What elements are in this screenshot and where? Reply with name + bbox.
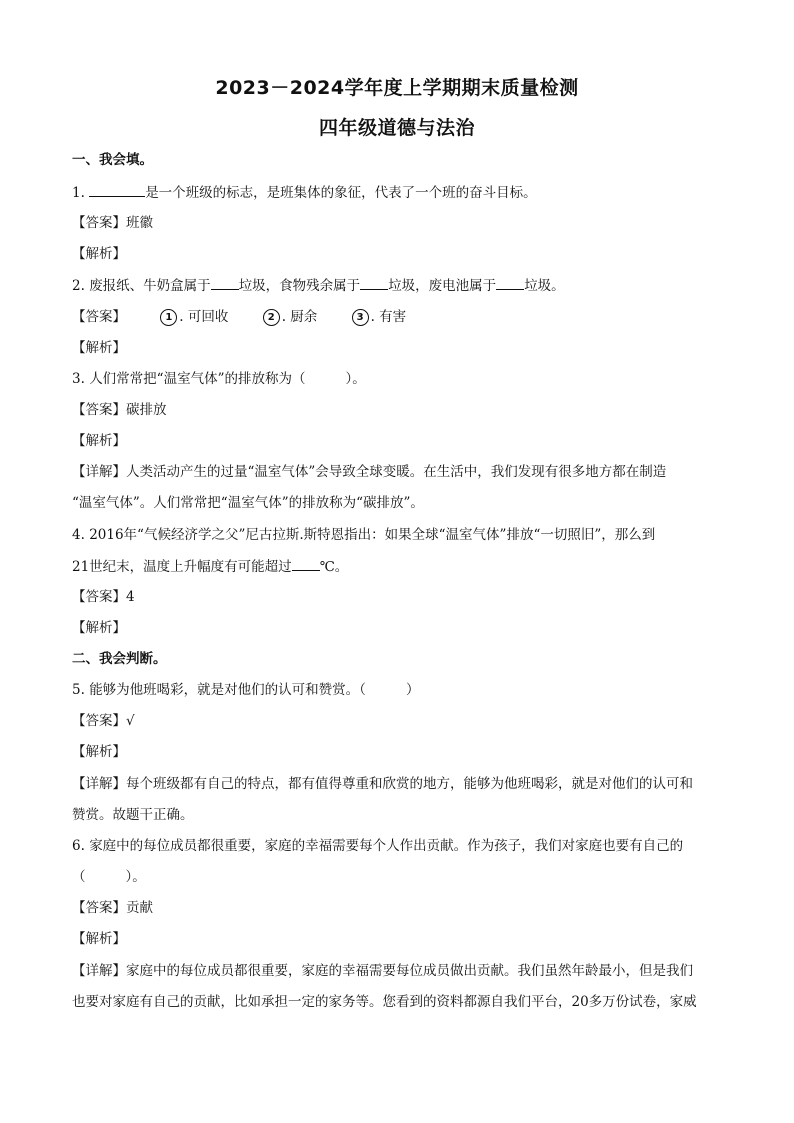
question-text: 人们常常把“温室气体”的排放称为（ — [89, 371, 306, 387]
question-4 — [72, 525, 732, 545]
fill-blank — [211, 275, 239, 290]
analysis-row — [72, 929, 732, 949]
question-number: 1. — [72, 185, 85, 201]
option-text: . 可回收 — [179, 309, 229, 325]
detail-row — [72, 961, 732, 981]
question-2 — [72, 275, 732, 296]
answer-value: √ — [126, 713, 135, 729]
question-text: ）。 — [125, 869, 146, 885]
question-text: 2016年“气候经济学之父”尼古拉斯.斯特恩指出：如果全球“温室气体”排放“一切照旧”，那么到 — [89, 527, 656, 543]
question-3 — [72, 369, 732, 389]
answer-label: 【答案】 — [72, 215, 126, 231]
option-text: . 有害 — [370, 309, 407, 325]
detail-label: 【详解】 — [72, 963, 126, 979]
fill-blank — [360, 275, 388, 290]
question-text: ℃。 — [319, 559, 349, 575]
answer-row — [72, 587, 732, 607]
answer-option-3 — [352, 307, 407, 327]
question-number: 5. — [72, 682, 85, 698]
question-4-continuation — [72, 556, 732, 577]
question-text: 垃圾，食物残余属于 — [238, 278, 361, 294]
question-number: 3. — [72, 371, 85, 387]
question-number: 6. — [72, 838, 85, 854]
answer-row — [72, 711, 732, 731]
question-6 — [72, 836, 732, 856]
answer-option-1 — [160, 307, 228, 327]
circled-number: 3 — [352, 309, 369, 326]
question-number: 2. — [72, 278, 85, 294]
detail-continuation: 赞赏。故题干正确。 — [72, 807, 194, 823]
answer-row — [72, 898, 732, 918]
answer-row — [72, 307, 732, 327]
exam-subtitle: 四年级道德与法治 — [318, 117, 475, 139]
fill-blank — [496, 275, 524, 290]
circled-number: 1 — [160, 309, 177, 326]
answer-label: 【答案】 — [72, 309, 126, 325]
question-5 — [72, 680, 732, 700]
analysis-label: 【解析】 — [72, 620, 126, 636]
question-text: 垃圾。 — [524, 278, 565, 294]
circled-number: 2 — [263, 309, 280, 326]
answer-row — [72, 400, 732, 420]
answer-label: 【答案】 — [72, 589, 126, 605]
section-heading: 二、我会判断。 — [72, 651, 167, 667]
question-text: 废报纸、牛奶盒属于 — [89, 278, 211, 294]
question-number: 4. — [72, 527, 85, 543]
analysis-label: 【解析】 — [72, 246, 126, 262]
detail-label: 【详解】 — [72, 776, 126, 792]
question-6-continuation — [72, 867, 732, 887]
analysis-row — [72, 338, 732, 358]
question-text: 是一个班级的标志，是班集体的象征，代表了一个班的奋斗目标。 — [145, 185, 537, 201]
detail-text: 每个班级都有自己的特点，都有值得尊重和欣赏的地方，能够为他班喝彩，就是对他们的认可和 — [126, 776, 693, 792]
answer-label: 【答案】 — [72, 900, 126, 916]
question-text: 能够为他班喝彩，就是对他们的认可和赞赏。（ — [89, 682, 366, 698]
detail-continuation: 也要对家庭有自己的贡献，比如承担一定的家务等。您看到的资料都源自我们平台，20多万份试卷，家威 — [72, 994, 697, 1010]
detail-label: 【详解】 — [72, 464, 126, 480]
answer-row — [72, 213, 732, 233]
fill-blank — [89, 182, 145, 197]
analysis-row — [72, 244, 732, 264]
detail-continuation: “温室气体”。人们常常把“温室气体”的排放称为“碳排放”。 — [72, 495, 424, 511]
analysis-label: 【解析】 — [72, 340, 126, 356]
answer-label: 【答案】 — [72, 713, 126, 729]
question-text: ） — [405, 682, 420, 698]
analysis-label: 【解析】 — [72, 744, 126, 760]
question-text: ）。 — [345, 371, 366, 387]
answer-value: 贡献 — [126, 900, 153, 916]
exam-title: 2023－2024学年度上学期期末质量检测 — [215, 77, 579, 99]
analysis-label: 【解析】 — [72, 433, 126, 449]
question-text: 家庭中的每位成员都很重要，家庭的幸福需要每个人作出贡献。作为孩子，我们对家庭也要有自己的 — [89, 838, 684, 854]
option-text: . 厨余 — [281, 309, 318, 325]
detail-row — [72, 462, 732, 482]
answer-value: 碳排放 — [126, 402, 167, 418]
analysis-label: 【解析】 — [72, 931, 126, 947]
analysis-row — [72, 618, 732, 638]
question-1 — [72, 182, 732, 203]
question-text: （ — [72, 869, 86, 885]
analysis-row — [72, 742, 732, 762]
answer-value: 班徽 — [126, 215, 153, 231]
question-text: 垃圾，废电池属于 — [388, 278, 497, 294]
fill-blank — [292, 556, 320, 571]
answer-label: 【答案】 — [72, 402, 126, 418]
detail-text: 人类活动产生的过量“温室气体”会导致全球变暖。在生活中，我们发现有很多地方都在制造 — [126, 464, 667, 480]
analysis-row — [72, 431, 732, 451]
question-text: 21世纪末，温度上升幅度有可能超过 — [72, 559, 292, 575]
section-heading: 一、我会填。 — [72, 152, 153, 168]
detail-text: 家庭中的每位成员都很重要，家庭的幸福需要每位成员做出贡献。我们虽然年龄最小，但是我们 — [126, 963, 693, 979]
detail-row — [72, 774, 732, 794]
answer-value: 4 — [126, 589, 135, 605]
answer-option-2 — [263, 307, 318, 327]
